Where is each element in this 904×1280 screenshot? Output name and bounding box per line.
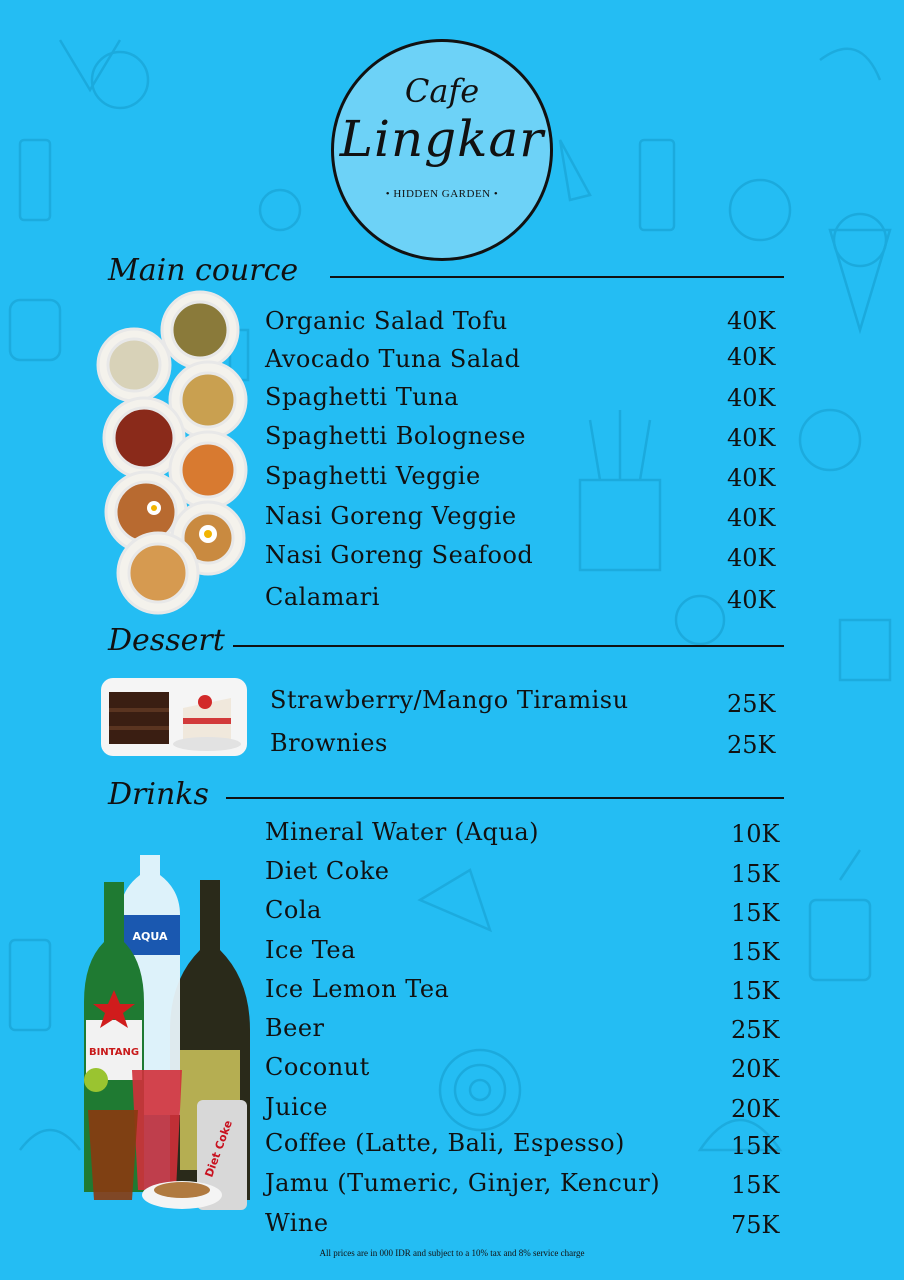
menu-item-name: Cola bbox=[265, 896, 322, 924]
logo-subtitle: • HIDDEN GARDEN • bbox=[385, 188, 499, 200]
logo-cafe-text: Cafe bbox=[404, 72, 480, 110]
section-rule-main bbox=[330, 276, 784, 278]
section-rule-drinks bbox=[226, 797, 784, 799]
menu-item-name: Jamu (Tumeric, Ginjer, Kencur) bbox=[265, 1169, 661, 1197]
menu-item-price: 15K bbox=[731, 1132, 780, 1160]
beer-label: BINTANG bbox=[88, 1047, 140, 1058]
menu-item-price: 15K bbox=[731, 860, 780, 888]
menu-item-name: Wine bbox=[265, 1209, 329, 1237]
menu-item-name: Diet Coke bbox=[265, 857, 390, 885]
menu-item-name: Strawberry/Mango Tiramisu bbox=[270, 686, 629, 714]
menu-item-price: 15K bbox=[731, 899, 780, 927]
section-title-dessert: Dessert bbox=[108, 623, 225, 658]
menu-item-price: 10K bbox=[731, 820, 780, 848]
menu-item-price: 40K bbox=[727, 504, 776, 532]
section-title-drinks: Drinks bbox=[108, 777, 209, 812]
price-footnote: All prices are in 000 IDR and subject to a 10% tax and 8% service charge bbox=[319, 1248, 585, 1258]
cafe-logo bbox=[331, 39, 553, 261]
menu-item-price: 25K bbox=[731, 1016, 780, 1044]
menu-item-price: 20K bbox=[731, 1095, 780, 1123]
menu-item-price: 75K bbox=[731, 1211, 780, 1239]
main-course-food-photo bbox=[96, 290, 256, 615]
menu-item-name: Nasi Goreng Seafood bbox=[265, 541, 534, 569]
dessert-photo bbox=[101, 678, 247, 756]
menu-item-price: 25K bbox=[727, 690, 776, 718]
menu-item-price: 15K bbox=[731, 938, 780, 966]
menu-item-name: Nasi Goreng Veggie bbox=[265, 502, 517, 530]
menu-item-price: 40K bbox=[727, 424, 776, 452]
menu-item-price: 15K bbox=[731, 1171, 780, 1199]
menu-item-name: Mineral Water (Aqua) bbox=[265, 818, 540, 846]
menu-item-name: Brownies bbox=[270, 729, 388, 757]
menu-item-name: Ice Tea bbox=[265, 936, 356, 964]
menu-item-price: 40K bbox=[727, 384, 776, 412]
menu-item-name: Ice Lemon Tea bbox=[265, 975, 450, 1003]
menu-item-name: Avocado Tuna Salad bbox=[265, 345, 521, 373]
section-title-main: Main cource bbox=[108, 253, 299, 288]
menu-item-name: Calamari bbox=[265, 583, 380, 611]
cola-label: Diet Coke bbox=[202, 1118, 236, 1180]
menu-item-name: Beer bbox=[265, 1014, 325, 1042]
menu-item-name: Spaghetti Bolognese bbox=[265, 422, 526, 450]
menu-item-name: Spaghetti Tuna bbox=[265, 383, 459, 411]
menu-item-price: 15K bbox=[731, 977, 780, 1005]
water-label: AQUA bbox=[132, 930, 168, 943]
menu-item-price: 40K bbox=[727, 464, 776, 492]
menu-item-price: 25K bbox=[727, 731, 776, 759]
menu-item-name: Spaghetti Veggie bbox=[265, 462, 481, 490]
menu-item-name: Juice bbox=[265, 1093, 328, 1121]
menu-item-name: Organic Salad Tofu bbox=[265, 307, 508, 335]
menu-item-price: 40K bbox=[727, 544, 776, 572]
logo-name-text: Lingkar bbox=[339, 110, 545, 168]
menu-item-name: Coffee (Latte, Bali, Espesso) bbox=[265, 1129, 625, 1157]
section-rule-dessert bbox=[233, 645, 784, 647]
menu-item-price: 40K bbox=[727, 586, 776, 614]
menu-item-name: Coconut bbox=[265, 1053, 370, 1081]
menu-item-price: 40K bbox=[727, 307, 776, 335]
menu-item-price: 20K bbox=[731, 1055, 780, 1083]
drinks-photo bbox=[82, 850, 257, 1230]
menu-item-price: 40K bbox=[727, 343, 776, 371]
